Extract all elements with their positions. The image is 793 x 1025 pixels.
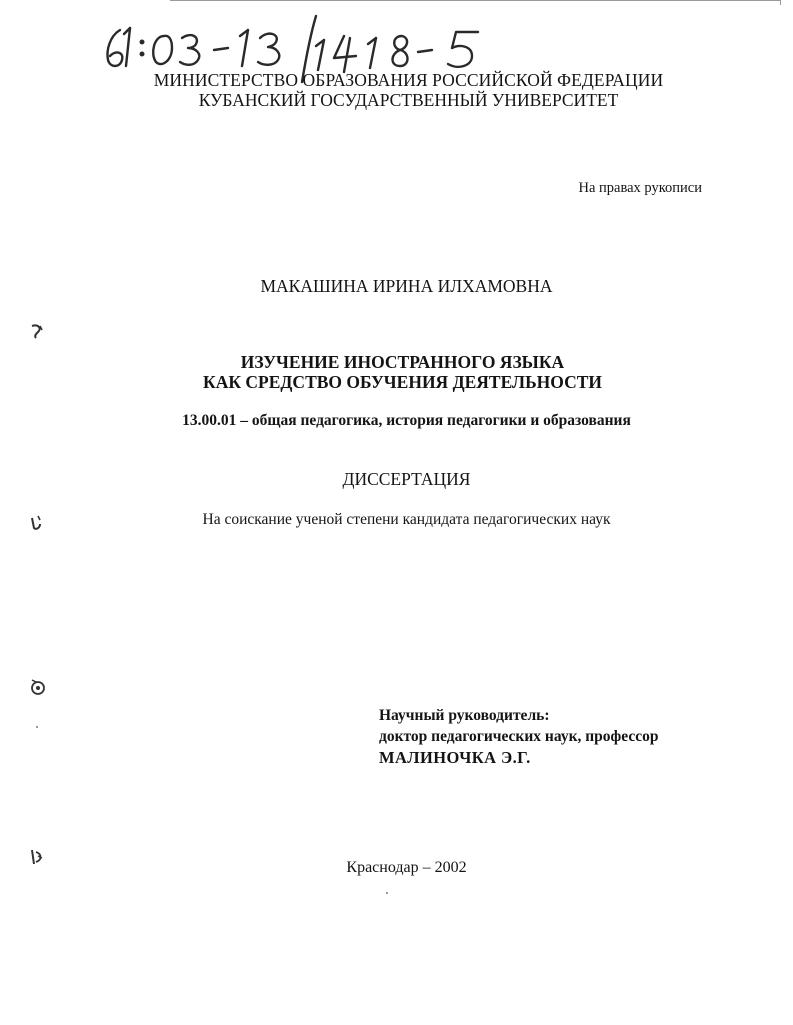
scan-speck [36, 726, 38, 728]
advisor-name: МАЛИНОЧКА Э.Г. [379, 748, 531, 767]
city-and-year: Краснодар – 2002 [346, 859, 467, 876]
ministry-heading: МИНИСТЕРСТВО ОБРАЗОВАНИЯ РОССИЙСКОЙ ФЕДЕРАЦИИ [153, 70, 664, 90]
scan-top-border [170, 0, 781, 5]
binding-mark-icon [26, 512, 48, 534]
dissertation-title-line-2: КАК СРЕДСТВО ОБУЧЕНИЯ ДЕЯТЕЛЬНОСТИ [203, 372, 602, 392]
specialty-code: 13.00.01 – общая педагогика, история педагогики и образования [182, 412, 631, 429]
manuscript-rights-note: На правах рукописи [578, 180, 702, 196]
binding-mark-icon [26, 846, 48, 868]
advisor-label: Научный руководитель: [379, 707, 550, 724]
advisor-degree: доктор педагогических наук, профессор [379, 728, 659, 745]
document-type: ДИССЕРТАЦИЯ [342, 469, 471, 489]
university-heading: КУБАНСКИЙ ГОСУДАРСТВЕННЫЙ УНИВЕРСИТЕТ [198, 90, 619, 110]
author-name: МАКАШИНА ИРИНА ИЛХАМОВНА [260, 276, 553, 296]
dissertation-title-line-1: ИЗУЧЕНИЕ ИНОСТРАННОГО ЯЗЫКА [240, 352, 565, 372]
scientific-advisor-block [379, 705, 658, 768]
binding-mark-icon [26, 320, 48, 342]
binding-mark-icon [26, 676, 48, 698]
degree-statement: На соискание ученой степени кандидата педагогических наук [202, 511, 611, 528]
scan-speck [386, 892, 388, 894]
